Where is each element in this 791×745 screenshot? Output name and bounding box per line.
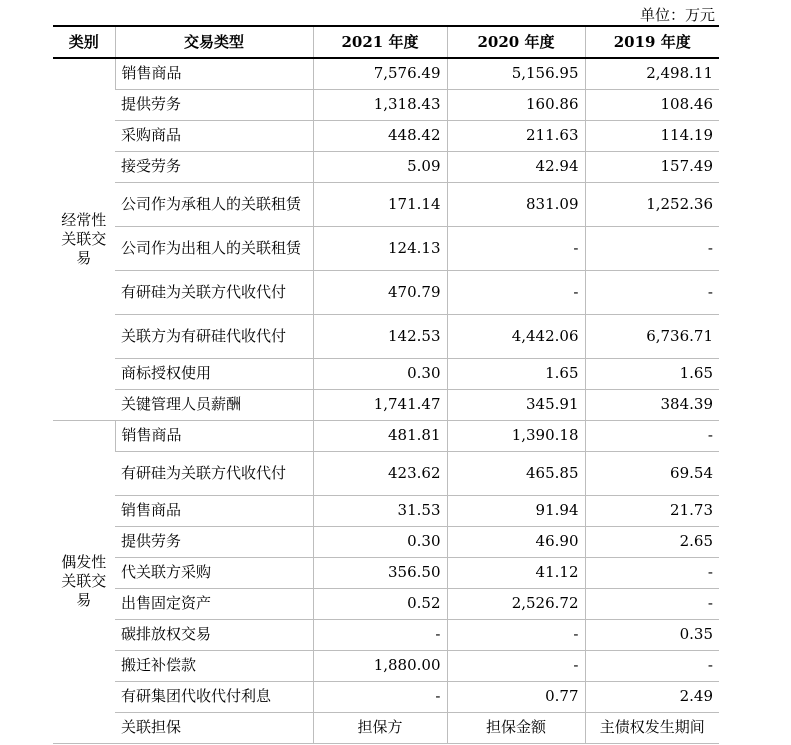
value-2020-cell: 831.09 bbox=[447, 182, 585, 226]
value-2019-cell: - bbox=[585, 650, 719, 681]
value-2021-cell: 1,318.43 bbox=[313, 89, 447, 120]
value-2021-cell: 481.81 bbox=[313, 420, 447, 451]
transaction-type-cell: 采购商品 bbox=[115, 120, 313, 151]
transaction-type-cell: 关联担保 bbox=[115, 712, 313, 743]
transaction-type-cell: 有研集团代收代付利息 bbox=[115, 681, 313, 712]
table-row bbox=[53, 389, 719, 420]
value-2020-cell: 42.94 bbox=[447, 151, 585, 182]
value-2021-cell: 担保方 bbox=[313, 712, 447, 743]
category-cell: 经常性关联交易 bbox=[53, 58, 115, 420]
transaction-type-cell: 关键管理人员薪酬 bbox=[115, 389, 313, 420]
value-2021-cell: 356.50 bbox=[313, 557, 447, 588]
table-row bbox=[53, 151, 719, 182]
table-row bbox=[53, 557, 719, 588]
transaction-type-cell: 销售商品 bbox=[115, 58, 313, 89]
header-2019: 2019 年度 bbox=[585, 26, 719, 58]
header-2020: 2020 年度 bbox=[447, 26, 585, 58]
value-2019-cell: 2.65 bbox=[585, 526, 719, 557]
table-row bbox=[53, 358, 719, 389]
transaction-type-cell: 出售固定资产 bbox=[115, 588, 313, 619]
value-2021-cell: - bbox=[313, 681, 447, 712]
value-2021-cell: 0.30 bbox=[313, 358, 447, 389]
value-2019-cell: - bbox=[585, 420, 719, 451]
table-row bbox=[53, 495, 719, 526]
value-2020-cell: 345.91 bbox=[447, 389, 585, 420]
related-transactions-table bbox=[53, 25, 719, 744]
transaction-type-cell: 有研硅为关联方代收代付 bbox=[115, 270, 313, 314]
value-2020-cell: 5,156.95 bbox=[447, 58, 585, 89]
header-category: 类别 bbox=[53, 26, 115, 58]
value-2019-cell: 21.73 bbox=[585, 495, 719, 526]
transaction-type-cell: 销售商品 bbox=[115, 420, 313, 451]
value-2020-cell: 160.86 bbox=[447, 89, 585, 120]
table-row bbox=[53, 314, 719, 358]
table-row bbox=[53, 712, 719, 743]
value-2020-cell: 1,390.18 bbox=[447, 420, 585, 451]
value-2020-cell: 1.65 bbox=[447, 358, 585, 389]
value-2020-cell: 465.85 bbox=[447, 451, 585, 495]
value-2019-cell: 157.49 bbox=[585, 151, 719, 182]
transaction-type-cell: 公司作为出租人的关联租赁 bbox=[115, 226, 313, 270]
transaction-type-cell: 碳排放权交易 bbox=[115, 619, 313, 650]
table-row bbox=[53, 182, 719, 226]
value-2019-cell: 1,252.36 bbox=[585, 182, 719, 226]
transaction-type-cell: 代关联方采购 bbox=[115, 557, 313, 588]
value-2020-cell: 担保金额 bbox=[447, 712, 585, 743]
transaction-type-cell: 关联方为有研硅代收代付 bbox=[115, 314, 313, 358]
value-2021-cell: 1,880.00 bbox=[313, 650, 447, 681]
value-2019-cell: 108.46 bbox=[585, 89, 719, 120]
table-row bbox=[53, 420, 719, 451]
value-2021-cell: 142.53 bbox=[313, 314, 447, 358]
table-row bbox=[53, 588, 719, 619]
unit-label: 单位：万元 bbox=[639, 6, 715, 24]
value-2019-cell: - bbox=[585, 557, 719, 588]
transaction-type-cell: 销售商品 bbox=[115, 495, 313, 526]
transaction-type-cell: 搬迁补偿款 bbox=[115, 650, 313, 681]
value-2021-cell: - bbox=[313, 619, 447, 650]
value-2021-cell: 0.30 bbox=[313, 526, 447, 557]
value-2019-cell: 69.54 bbox=[585, 451, 719, 495]
header-row bbox=[53, 26, 719, 58]
table-row bbox=[53, 270, 719, 314]
value-2020-cell: 2,526.72 bbox=[447, 588, 585, 619]
value-2021-cell: 1,741.47 bbox=[313, 389, 447, 420]
value-2019-cell: 主债权发生期间 bbox=[585, 712, 719, 743]
value-2019-cell: 0.35 bbox=[585, 619, 719, 650]
value-2020-cell: 0.77 bbox=[447, 681, 585, 712]
value-2019-cell: 384.39 bbox=[585, 389, 719, 420]
table-row bbox=[53, 120, 719, 151]
value-2021-cell: 448.42 bbox=[313, 120, 447, 151]
value-2019-cell: 114.19 bbox=[585, 120, 719, 151]
transaction-type-cell: 提供劳务 bbox=[115, 89, 313, 120]
value-2021-cell: 0.52 bbox=[313, 588, 447, 619]
value-2019-cell: 2,498.11 bbox=[585, 58, 719, 89]
value-2020-cell: - bbox=[447, 226, 585, 270]
value-2020-cell: - bbox=[447, 650, 585, 681]
table-row bbox=[53, 619, 719, 650]
value-2021-cell: 7,576.49 bbox=[313, 58, 447, 89]
transaction-type-cell: 有研硅为关联方代收代付 bbox=[115, 451, 313, 495]
transaction-type-cell: 公司作为承租人的关联租赁 bbox=[115, 182, 313, 226]
value-2020-cell: - bbox=[447, 619, 585, 650]
value-2020-cell: 91.94 bbox=[447, 495, 585, 526]
header-2021: 2021 年度 bbox=[313, 26, 447, 58]
value-2021-cell: 470.79 bbox=[313, 270, 447, 314]
table-row bbox=[53, 650, 719, 681]
value-2019-cell: - bbox=[585, 270, 719, 314]
table-row bbox=[53, 526, 719, 557]
table-row bbox=[53, 681, 719, 712]
table-row bbox=[53, 451, 719, 495]
value-2020-cell: 4,442.06 bbox=[447, 314, 585, 358]
header-type: 交易类型 bbox=[115, 26, 313, 58]
transaction-type-cell: 接受劳务 bbox=[115, 151, 313, 182]
value-2021-cell: 5.09 bbox=[313, 151, 447, 182]
value-2020-cell: - bbox=[447, 270, 585, 314]
transaction-type-cell: 商标授权使用 bbox=[115, 358, 313, 389]
table-body bbox=[53, 58, 719, 743]
value-2021-cell: 423.62 bbox=[313, 451, 447, 495]
value-2019-cell: - bbox=[585, 588, 719, 619]
table-row bbox=[53, 226, 719, 270]
value-2021-cell: 124.13 bbox=[313, 226, 447, 270]
value-2019-cell: 6,736.71 bbox=[585, 314, 719, 358]
value-2020-cell: 211.63 bbox=[447, 120, 585, 151]
value-2021-cell: 171.14 bbox=[313, 182, 447, 226]
value-2021-cell: 31.53 bbox=[313, 495, 447, 526]
transaction-type-cell: 提供劳务 bbox=[115, 526, 313, 557]
value-2020-cell: 41.12 bbox=[447, 557, 585, 588]
category-cell: 偶发性关联交易 bbox=[53, 420, 115, 743]
table-row bbox=[53, 89, 719, 120]
value-2019-cell: 1.65 bbox=[585, 358, 719, 389]
value-2019-cell: - bbox=[585, 226, 719, 270]
value-2019-cell: 2.49 bbox=[585, 681, 719, 712]
table-row bbox=[53, 58, 719, 89]
value-2020-cell: 46.90 bbox=[447, 526, 585, 557]
